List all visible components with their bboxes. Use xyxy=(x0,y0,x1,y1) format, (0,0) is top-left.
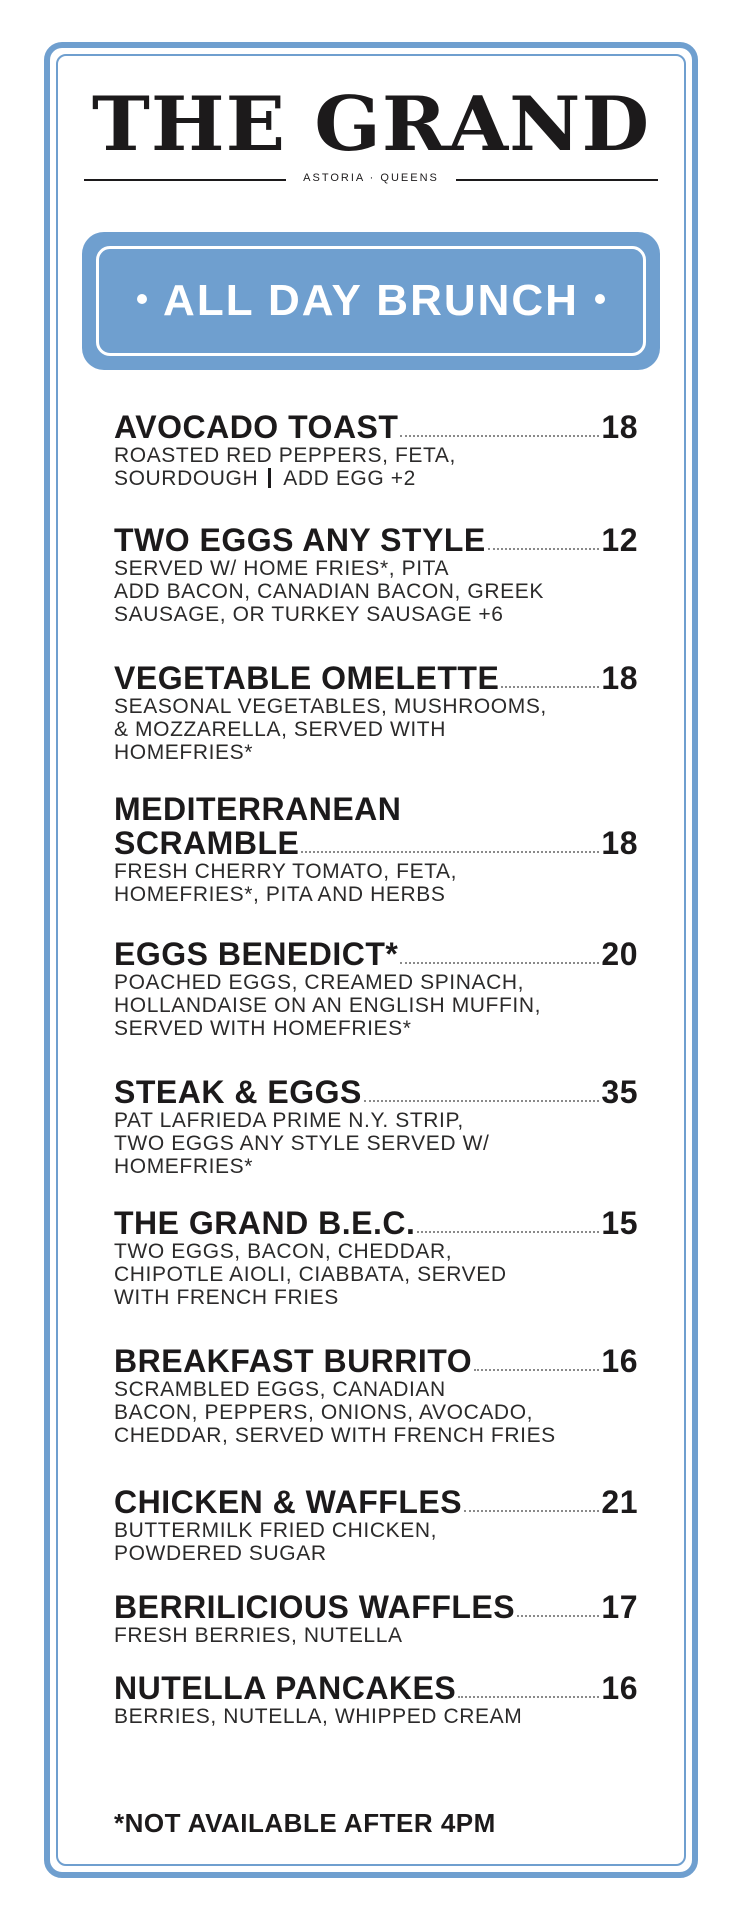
menu-item-price: 18 xyxy=(601,660,638,696)
menu-item-name: NUTELLA PANCAKES xyxy=(114,1670,457,1706)
menu-item-avocado-toast xyxy=(114,410,638,490)
menu-item-price: 18 xyxy=(601,409,638,445)
menu-item-breakfast-burrito xyxy=(114,1344,638,1447)
menu-item-name: AVOCADO TOAST xyxy=(114,409,399,445)
menu-item-name: EGGS BENEDICT* xyxy=(114,936,399,972)
desc-line: BERRIES, NUTELLA, WHIPPED CREAM xyxy=(114,1705,523,1728)
desc-line: SERVED W/ HOME FRIES*, PITA xyxy=(114,557,450,580)
subtitle-rule-right xyxy=(456,179,658,181)
menu-item-steak-eggs xyxy=(114,1075,638,1178)
menu-item-price: 18 xyxy=(601,825,638,861)
menu-item-berrilicious-waffles xyxy=(114,1590,638,1647)
desc-line: FRESH CHERRY TOMATO, FETA, xyxy=(114,860,458,883)
menu-item-price: 20 xyxy=(601,936,638,972)
section-banner xyxy=(82,232,660,370)
menu-item-price: 35 xyxy=(601,1074,638,1110)
desc-line: POACHED EGGS, CREAMED SPINACH, xyxy=(114,971,525,994)
menu-item-desc xyxy=(114,557,638,626)
desc-line: HOMEFRIES* xyxy=(114,1155,254,1178)
dot-leader xyxy=(364,1099,600,1102)
menu-item-desc xyxy=(114,1705,638,1728)
menu-item-price: 15 xyxy=(601,1205,638,1241)
menu-item-name: THE GRAND B.E.C. xyxy=(114,1205,416,1241)
desc-line: SAUSAGE, OR TURKEY SAUSAGE +6 xyxy=(114,603,504,626)
desc-line: HOLLANDAISE ON AN ENGLISH MUFFIN, xyxy=(114,994,542,1017)
dot-leader xyxy=(458,1695,599,1698)
menu-item-desc xyxy=(114,1240,638,1309)
menu-item-chicken-waffles xyxy=(114,1485,638,1565)
menu-item-desc xyxy=(114,860,638,906)
dot-leader xyxy=(474,1368,599,1371)
desc-line: SEASONAL VEGETABLES, MUSHROOMS, xyxy=(114,695,547,718)
desc-line: WITH FRENCH FRIES xyxy=(114,1286,339,1309)
menu-item-price: 17 xyxy=(601,1589,638,1625)
menu-item-name: CHICKEN & WAFFLES xyxy=(114,1484,463,1520)
separator-bar xyxy=(268,468,271,488)
menu-item-price: 16 xyxy=(601,1670,638,1706)
desc-line: BUTTERMILK FRIED CHICKEN, xyxy=(114,1519,438,1542)
menu-item-name: BERRILICIOUS WAFFLES xyxy=(114,1589,516,1625)
menu-item-desc xyxy=(114,695,638,764)
menu-item-price: 16 xyxy=(601,1343,638,1379)
desc-line: ROASTED RED PEPPERS, FETA, xyxy=(114,444,456,467)
menu-item-desc xyxy=(114,971,638,1040)
menu-item-nutella-pancakes xyxy=(114,1671,638,1728)
menu-item-name: SCRAMBLE xyxy=(114,825,300,861)
menu-item-two-eggs xyxy=(114,523,638,626)
dot-leader xyxy=(400,434,599,437)
menu-item-name: STEAK & EGGS xyxy=(114,1074,362,1110)
dot-leader xyxy=(417,1230,599,1233)
desc-line: HOMEFRIES*, PITA AND HERBS xyxy=(114,883,446,906)
dot-leader xyxy=(301,850,599,853)
dot-leader xyxy=(517,1614,599,1617)
desc-line: SCRAMBLED EGGS, CANADIAN xyxy=(114,1378,446,1401)
desc-line: SOURDOUGH xyxy=(114,467,259,490)
menu-item-name: TWO EGGS ANY STYLE xyxy=(114,522,486,558)
menu-item-desc xyxy=(114,1519,638,1565)
menu-item-addon: ADD EGG +2 xyxy=(283,467,416,490)
desc-line: FRESH BERRIES, NUTELLA xyxy=(114,1624,403,1647)
desc-line: TWO EGGS, BACON, CHEDDAR, xyxy=(114,1240,453,1263)
menu-item-desc xyxy=(114,1109,638,1178)
section-title: ALL DAY BRUNCH xyxy=(163,276,579,325)
desc-line: TWO EGGS ANY STYLE SERVED W/ xyxy=(114,1132,490,1155)
desc-line: CHEDDAR, SERVED WITH FRENCH FRIES xyxy=(114,1424,556,1447)
dot-leader xyxy=(488,547,600,550)
dot-leader xyxy=(464,1509,599,1512)
subtitle-row xyxy=(84,170,658,190)
dot-leader xyxy=(501,685,599,688)
menu-item-desc xyxy=(114,1378,638,1447)
menu-item-eggs-benedict xyxy=(114,937,638,1040)
desc-line: ADD BACON, CANADIAN BACON, GREEK xyxy=(114,580,544,603)
menu-item-name-line1: MEDITERRANEAN xyxy=(114,791,402,827)
availability-footnote: *NOT AVAILABLE AFTER 4PM xyxy=(114,1808,496,1838)
menu-item-price: 21 xyxy=(601,1484,638,1520)
menu-item-grand-bec xyxy=(114,1206,638,1309)
restaurant-title: THE GRAND xyxy=(91,80,651,169)
menu-item-name: BREAKFAST BURRITO xyxy=(114,1343,473,1379)
desc-line: & MOZZARELLA, SERVED WITH xyxy=(114,718,446,741)
menu-item-desc xyxy=(114,444,638,490)
desc-line: CHIPOTLE AIOLI, CIABBATA, SERVED xyxy=(114,1263,507,1286)
desc-line: POWDERED SUGAR xyxy=(114,1542,327,1565)
desc-line: SERVED WITH HOMEFRIES* xyxy=(114,1017,412,1040)
menu-item-name: VEGETABLE OMELETTE xyxy=(114,660,500,696)
bullet-dot-icon xyxy=(595,294,605,304)
menu-item-mediterranean-scramble xyxy=(114,792,638,906)
dot-leader xyxy=(400,961,599,964)
menu-item-desc xyxy=(114,1624,638,1647)
desc-line: HOMEFRIES* xyxy=(114,741,254,764)
restaurant-location: ASTORIA · QUEENS xyxy=(303,172,439,184)
menu-item-vegetable-omelette xyxy=(114,661,638,764)
bullet-dot-icon xyxy=(137,294,147,304)
desc-line: BACON, PEPPERS, ONIONS, AVOCADO, xyxy=(114,1401,534,1424)
menu-item-price: 12 xyxy=(601,522,638,558)
desc-line: PAT LAFRIEDA PRIME N.Y. STRIP, xyxy=(114,1109,464,1132)
